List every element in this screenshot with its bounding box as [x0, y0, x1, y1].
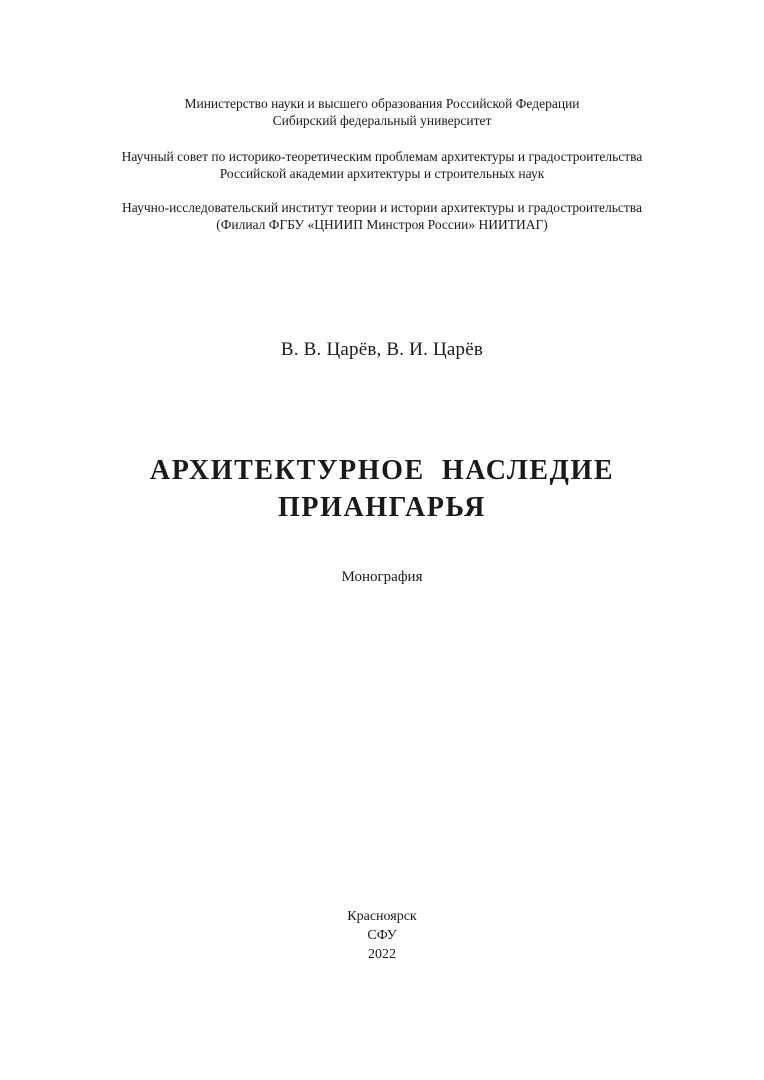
organization-block-institute	[0, 199, 764, 233]
imprint-city: Красноярск	[347, 909, 417, 924]
org-line: Научный совет по историко-теоретическим проблемам архитектуры и градостроительства	[121, 149, 643, 164]
org-line: Министерство науки и высшего образования Российской Федерации	[184, 96, 580, 111]
organization-block-council	[0, 148, 764, 182]
book-title-line: ПРИАНГАРЬЯ	[278, 492, 486, 523]
authors: В. В. Царёв, В. И. Царёв	[280, 339, 484, 360]
org-line: Научно-исследовательский институт теории и истории архитектуры и градостроительства	[122, 200, 642, 215]
organization-block-ministry	[0, 95, 764, 129]
imprint	[0, 907, 764, 964]
org-line: Российской академии архитектуры и строительных наук	[219, 166, 545, 181]
imprint-year: 2022	[368, 947, 396, 962]
book-title-line: АРХИТЕКТУРНОЕ НАСЛЕДИЕ	[149, 455, 615, 486]
org-line: (Филиал ФГБУ «ЦНИИП Минстроя России» НИИТИАГ)	[216, 217, 548, 232]
publication-type: Монография	[341, 569, 423, 585]
book-title	[0, 452, 764, 526]
imprint-publisher: СФУ	[367, 928, 397, 943]
org-line: Сибирский федеральный университет	[272, 113, 492, 128]
